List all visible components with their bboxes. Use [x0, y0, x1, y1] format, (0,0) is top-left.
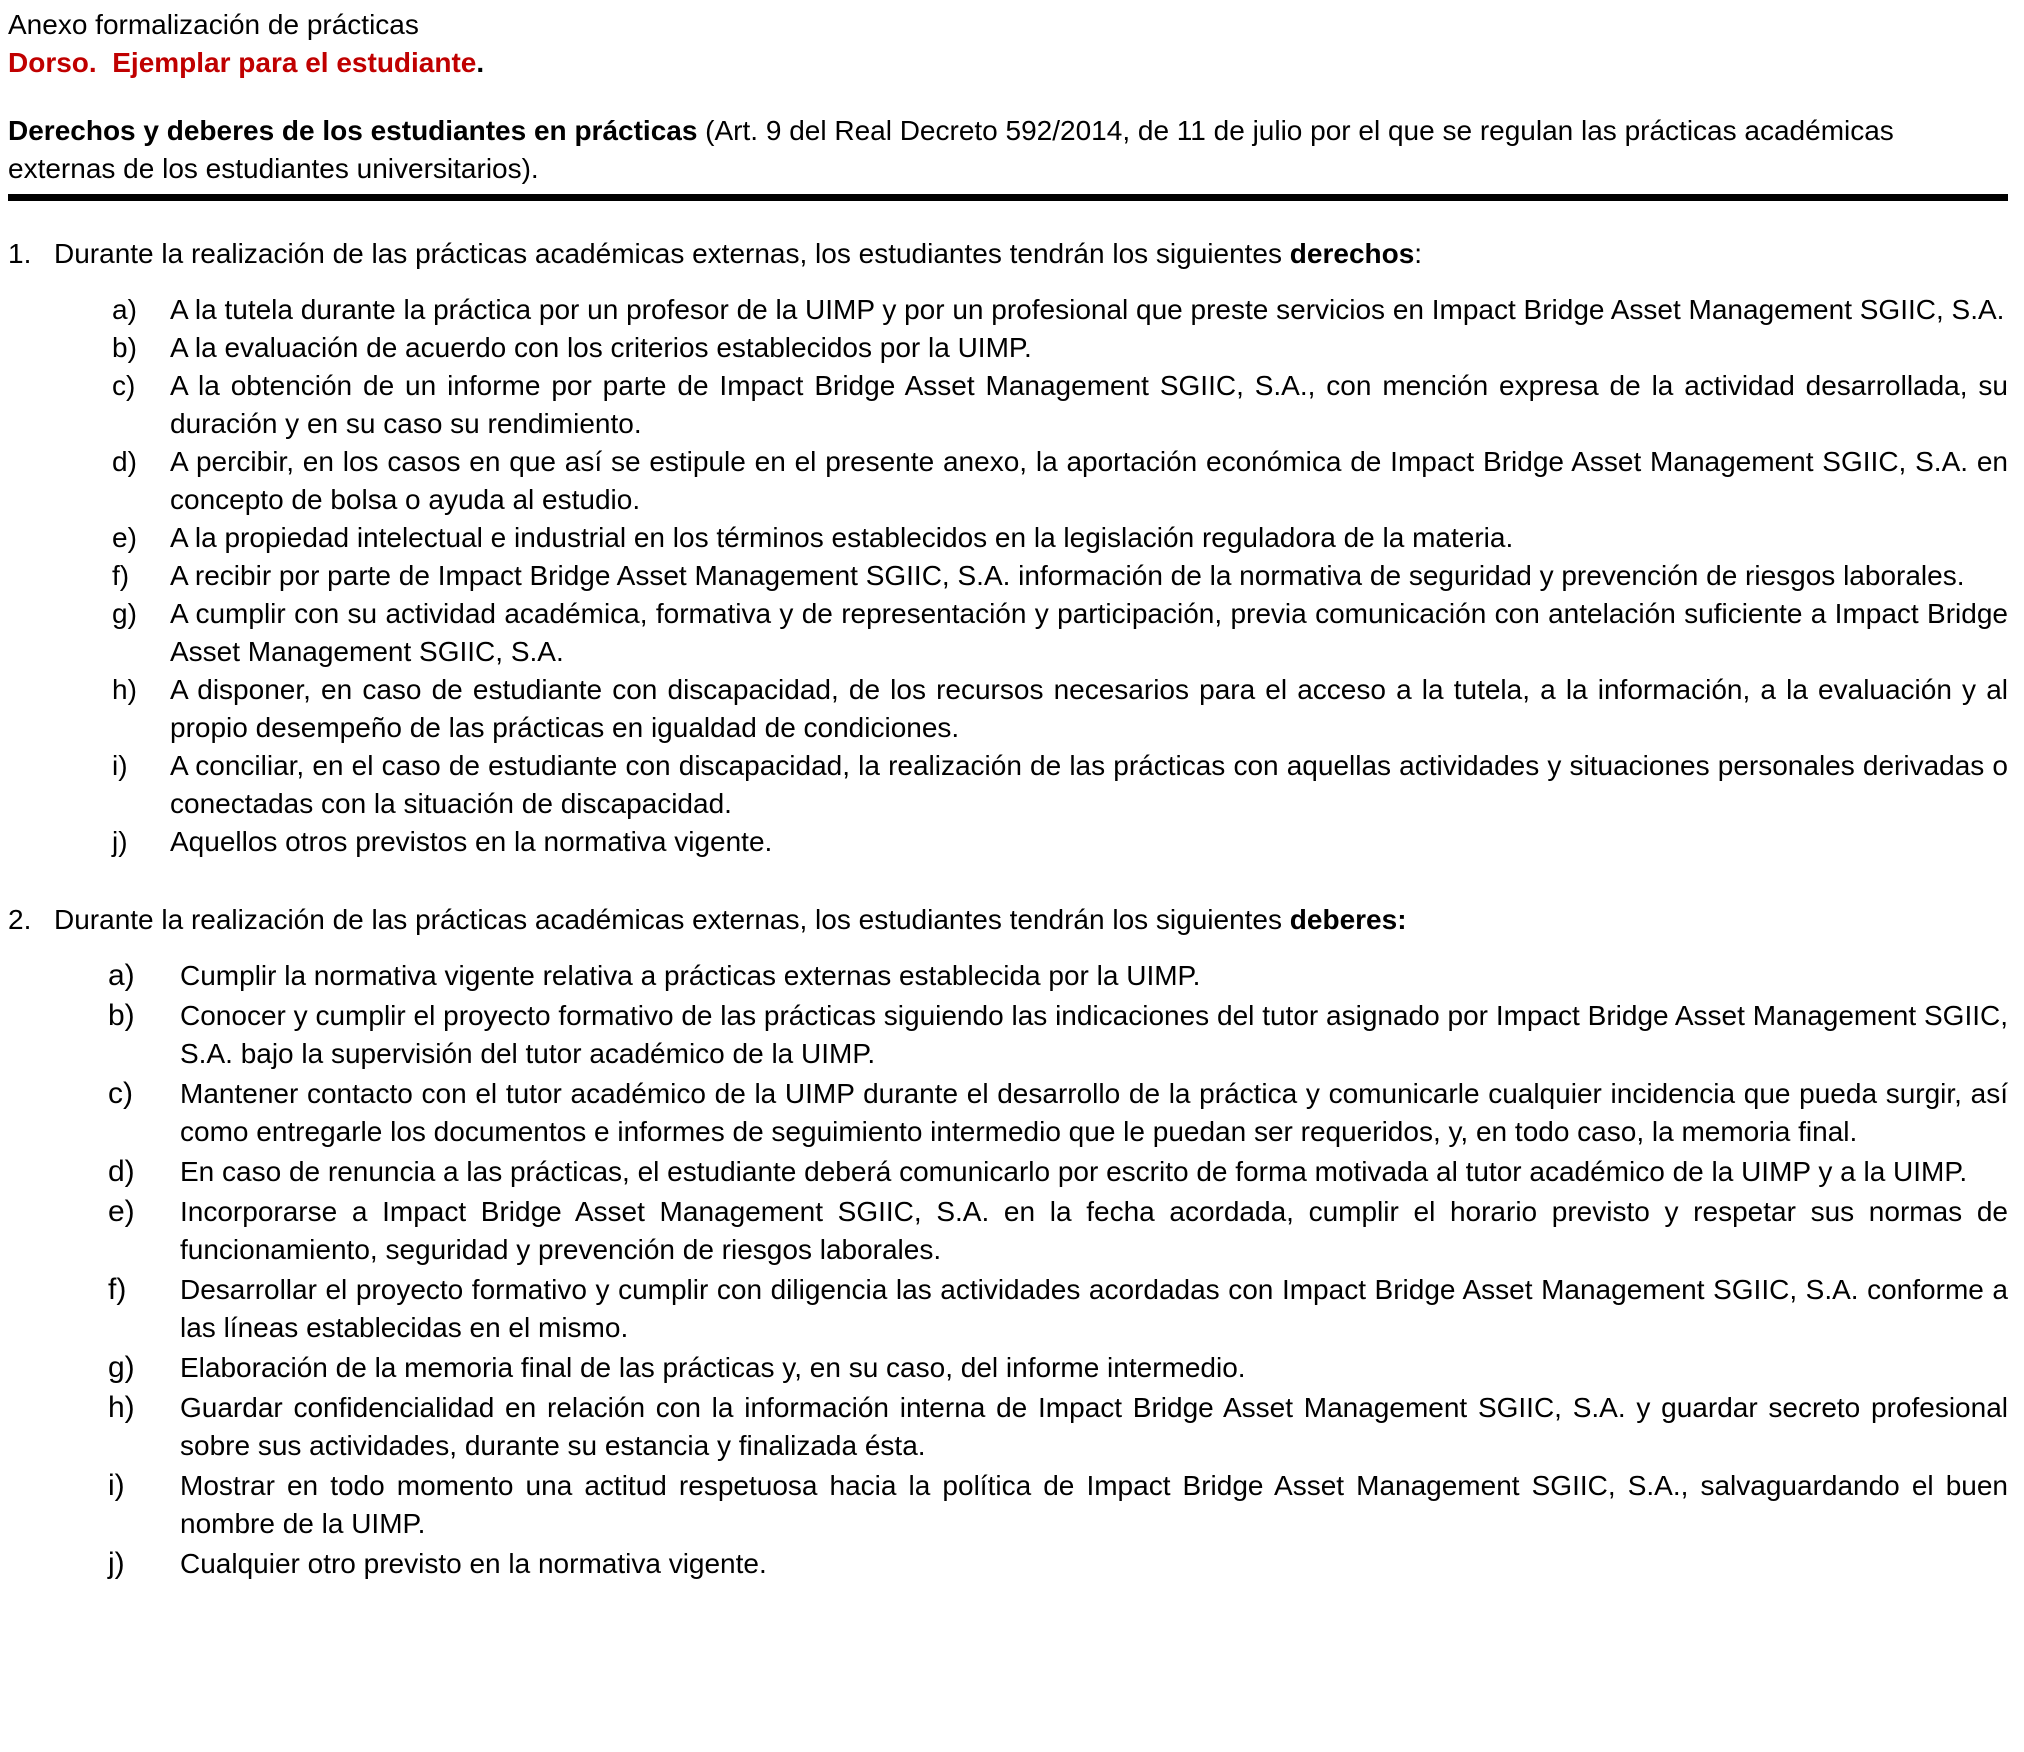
item-marker: b) — [108, 999, 135, 1032]
section-deberes-header — [8, 901, 2008, 939]
back-side-label-period: . — [476, 47, 485, 78]
item-marker: h) — [108, 1391, 135, 1424]
item-marker: c) — [108, 1077, 133, 1110]
item-text: A la obtención de un informe por parte de Impact Bridge Asset Management SGIIC, S.A., con mención expresa de la actividad desarrollada, su duración y en su caso su rendimiento. — [170, 370, 2008, 439]
item-text: A conciliar, en el caso de estudiante con discapacidad, la realización de las prácticas con aquellas actividades y situaciones personales derivadas o conectadas con la situación de discapacidad. — [170, 750, 2008, 819]
list-item — [8, 329, 2008, 367]
item-text: A la propiedad intelectual e industrial en los términos establecidos en la legislación reguladora de la materia. — [170, 522, 1514, 553]
list-item — [8, 1389, 2008, 1465]
item-text: Guardar confidencialidad en relación con la información interna de Impact Bridge Asset Management SGIIC, S.A. y guardar secreto profesional sobre sus actividades, durante su estancia y finalizada ésta. — [180, 1392, 2008, 1461]
list-item — [8, 957, 2008, 995]
item-text: Incorporarse a Impact Bridge Asset Management SGIIC, S.A. en la fecha acordada, cumplir el horario previsto y respetar sus normas de funcionamiento, seguridad y prevención de riesgos laborales. — [180, 1196, 2008, 1265]
item-marker: h) — [112, 674, 137, 705]
list-item — [8, 747, 2008, 823]
item-marker: j) — [108, 1547, 125, 1580]
section-derechos — [8, 235, 2008, 861]
list-item — [8, 1193, 2008, 1269]
list-item — [8, 1271, 2008, 1347]
deberes-list — [8, 957, 2008, 1583]
list-item — [8, 671, 2008, 747]
derechos-list — [8, 291, 2008, 861]
item-marker: f) — [112, 560, 130, 591]
item-text: Cumplir la normativa vigente relativa a prácticas externas establecida por la UIMP. — [180, 960, 1201, 991]
item-marker: a) — [112, 294, 137, 325]
list-item — [8, 1075, 2008, 1151]
rights-duties-heading-bold: Derechos y deberes de los estudiantes en prácticas — [8, 115, 698, 146]
item-marker: b) — [112, 332, 137, 363]
item-text: A recibir por parte de Impact Bridge Asset Management SGIIC, S.A. información de la normativa de seguridad y prevención de riesgos laborales. — [170, 560, 1965, 591]
item-text: Mostrar en todo momento una actitud respetuosa hacia la política de Impact Bridge Asset Management SGIIC, S.A., salvaguardando el buen nombre de la UIMP. — [180, 1470, 2008, 1539]
list-item — [8, 1349, 2008, 1387]
section-intro-tail: : — [1414, 238, 1423, 269]
item-text: A disponer, en caso de estudiante con discapacidad, de los recursos necesarios para el acceso a la tutela, a la información, a la evaluación y al propio desempeño de las prácticas en igualdad de condiciones. — [170, 674, 2008, 743]
section-intro-text: Durante la realización de las prácticas académicas externas, los estudiantes tendrán los siguientes — [54, 238, 1290, 269]
list-item — [8, 595, 2008, 671]
section-intro-keyword: deberes: — [1289, 904, 1407, 935]
list-item — [8, 557, 2008, 595]
rights-duties-heading — [8, 112, 2008, 194]
item-marker: d) — [112, 446, 137, 477]
item-text: A percibir, en los casos en que así se estipule en el presente anexo, la aportación económica de Impact Bridge Asset Management SGIIC, S.A. en concepto de bolsa o ayuda al estudio. — [170, 446, 2008, 515]
item-text: Mantener contacto con el tutor académico de la UIMP durante el desarrollo de la práctica y comunicarle cualquier incidencia que pueda surgir, así como entregarle los documentos e informes de seguimiento intermedio que le puedan ser requeridos, y, en todo caso, la memoria final. — [180, 1078, 2008, 1147]
page-title: Anexo formalización de prácticas — [8, 9, 419, 40]
list-item — [8, 1545, 2008, 1583]
back-side-label-text: Dorso. Ejemplar para el estudiante — [8, 47, 477, 78]
list-item — [8, 519, 2008, 557]
item-text: Conocer y cumplir el proyecto formativo de las prácticas siguiendo las indicaciones del tutor asignado por Impact Bridge Asset Management SGIIC, S.A. bajo la supervisión del tutor académico de la UIMP. — [180, 1000, 2008, 1069]
item-marker: f) — [108, 1273, 127, 1306]
item-marker: e) — [112, 522, 137, 553]
item-marker: d) — [108, 1155, 135, 1188]
section-deberes — [8, 901, 2008, 1583]
section-number: 1. — [8, 238, 32, 269]
section-derechos-header — [8, 235, 2008, 273]
list-item — [8, 291, 2008, 329]
rights-duties-heading-rest: (Art. 9 del Real Decreto 592/2014, de 11 de julio por el que se regulan las prácticas académicas externas de los estudiantes universitarios). — [8, 115, 1894, 184]
section-intro — [54, 235, 2008, 273]
section-number: 2. — [8, 904, 32, 935]
item-text: En caso de renuncia a las prácticas, el estudiante deberá comunicarlo por escrito de forma motivada al tutor académico de la UIMP y a la UIMP. — [180, 1156, 1968, 1187]
list-item — [8, 1467, 2008, 1543]
item-marker: a) — [108, 959, 135, 992]
item-marker: j) — [112, 826, 128, 857]
horizontal-rule — [8, 194, 2008, 201]
list-item — [8, 367, 2008, 443]
item-text: Cualquier otro previsto en la normativa vigente. — [180, 1548, 767, 1579]
item-text: A la tutela durante la práctica por un profesor de la UIMP y por un profesional que preste servicios en Impact Bridge Asset Management SGIIC, S.A. — [170, 294, 2005, 325]
list-item — [8, 823, 2008, 861]
item-text: A cumplir con su actividad académica, formativa y de representación y participación, previa comunicación con antelación suficiente a Impact Bridge Asset Management SGIIC, S.A. — [170, 598, 2008, 667]
item-marker: g) — [108, 1351, 135, 1384]
list-item — [8, 1153, 2008, 1191]
item-text: Desarrollar el proyecto formativo y cumplir con diligencia las actividades acordadas con Impact Bridge Asset Management SGIIC, S.A. conforme a las líneas establecidas en el mismo. — [180, 1274, 2008, 1343]
item-text: Aquellos otros previstos en la normativa vigente. — [170, 826, 773, 857]
item-marker: c) — [112, 370, 136, 401]
section-intro — [54, 901, 2008, 939]
item-marker: g) — [112, 598, 137, 629]
item-marker: i) — [112, 750, 128, 781]
back-side-label — [8, 44, 2008, 82]
section-intro-keyword: derechos — [1289, 238, 1415, 269]
item-marker: e) — [108, 1195, 135, 1228]
item-text: Elaboración de la memoria final de las prácticas y, en su caso, del informe intermedio. — [180, 1352, 1246, 1383]
list-item — [8, 443, 2008, 519]
item-text: A la evaluación de acuerdo con los criterios establecidos por la UIMP. — [170, 332, 1032, 363]
item-marker: i) — [108, 1469, 125, 1502]
list-item — [8, 997, 2008, 1073]
section-intro-text: Durante la realización de las prácticas académicas externas, los estudiantes tendrán los siguientes — [54, 904, 1290, 935]
